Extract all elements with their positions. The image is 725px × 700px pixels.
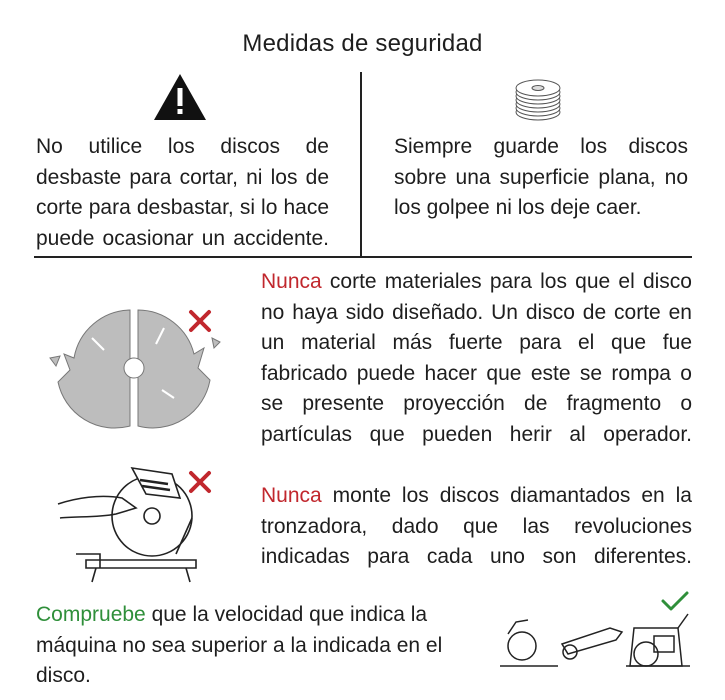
top-left-text: No utilice los discos de desbaste para cortar, ni los de corte para desbastar, si lo hace puede ocasionar un accidente. xyxy=(36,135,329,250)
top-right-text: Siempre guarde los discos sobre una superficie plana, no los golpee ni los deje caer. xyxy=(394,135,688,219)
rule1-text xyxy=(261,267,692,450)
vertical-divider xyxy=(360,72,362,256)
rule1-keyword: Nunca xyxy=(261,270,322,293)
rule3-keyword: Compruebe xyxy=(36,603,146,626)
rule2-body: monte los discos diamantados en la tronzadora, dado que las revoluciones indicadas para cada uno son diferentes. xyxy=(261,484,692,568)
check-icon xyxy=(660,590,690,612)
cross-icon xyxy=(188,309,212,333)
rule1-body: corte materiales para los que el disco no haya sido diseñado. Un disco de corte en un material más fuerte para el que fue fabricado puede hacer que este se rompa o se presente proyección de fragmento o partículas que pueden herir al operador. xyxy=(261,270,692,446)
rule3-text xyxy=(36,600,496,692)
disc-stack-icon xyxy=(512,74,564,124)
warning-triangle-icon xyxy=(152,72,208,122)
page-title: Medidas de seguridad xyxy=(242,30,483,57)
rule3-body: que la velocidad que indica la máquina no sea superior a la indicada en el disco. xyxy=(36,603,443,687)
rule2-keyword: Nunca xyxy=(261,484,322,507)
cross-icon xyxy=(188,470,212,494)
horizontal-divider xyxy=(34,256,692,258)
chop-saw-icon xyxy=(56,458,206,586)
rule2-text xyxy=(261,481,692,573)
